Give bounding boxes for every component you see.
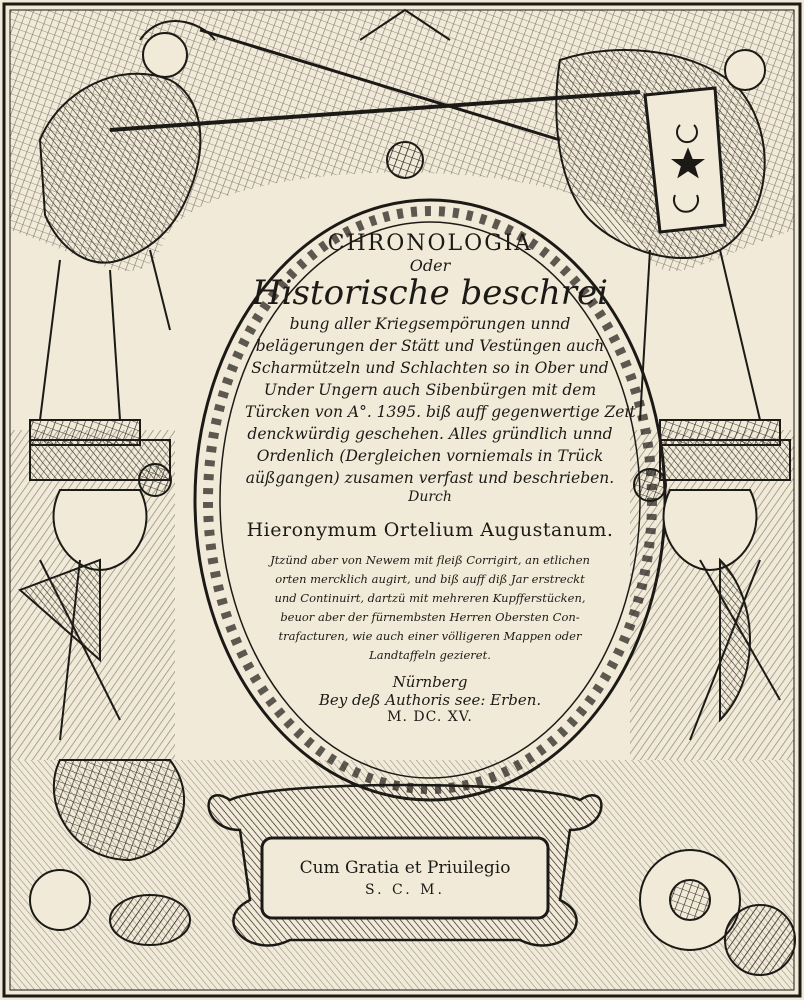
imprint-place: Nürnberg <box>392 673 468 691</box>
privilege-text: Cum Gratia et Priuilegio <box>299 858 511 878</box>
title: CHRONOLOGIA <box>327 231 533 256</box>
addendum-line: und Continuirt, dartzü mit mehreren Kupfferstücken, <box>274 591 586 605</box>
privilege-abbr: S. C. M. <box>365 882 445 898</box>
addendum-line: Jtzünd aber von Newem mit fleiß Corrigirt, an etlichen <box>270 553 590 567</box>
body-line: bung aller Kriegsempörungen unnd <box>289 315 571 333</box>
body-line: Scharmützeln und Schlachten so in Ober und <box>251 359 609 377</box>
addendum-line: Landtaffeln gezieret. <box>369 648 491 662</box>
body-line: belägerungen der Stätt und Vestüngen auch <box>255 337 605 355</box>
body-line: denckwürdig geschehen. Alles gründlich unnd <box>247 425 613 443</box>
durch: Durch <box>408 489 452 505</box>
imprint-year: M. DC. XV. <box>387 709 473 725</box>
title-cartouche <box>245 225 636 785</box>
body-line: Türcken von A°. 1395. biß auff gegenwertige Zeit <box>245 403 636 421</box>
headline: Historische beschrei <box>251 273 609 313</box>
body-line: Ordenlich (Dergleichen vorniemals in Trück <box>256 447 604 465</box>
addendum-line: orten mercklich augirt, und biß auff diß Jar erstreckt <box>275 572 585 586</box>
addendum-line: beuor aber der fürnembsten Herren Obersten Con- <box>280 610 580 624</box>
addendum-line: trafacturen, wie auch einer völligeren Mappen oder <box>278 629 582 643</box>
title-oder: Oder <box>409 256 451 275</box>
privilege-cartouche <box>280 858 530 898</box>
body-line: Under Ungern auch Sibenbürgen mit dem <box>263 381 597 399</box>
imprint-publisher: Bey deß Authoris see: Erben. <box>318 691 542 709</box>
author: Hieronymum Ortelium Augustanum. <box>246 519 614 541</box>
body-line: aüßgangen) zusamen verfast und beschrieben. <box>245 469 615 487</box>
